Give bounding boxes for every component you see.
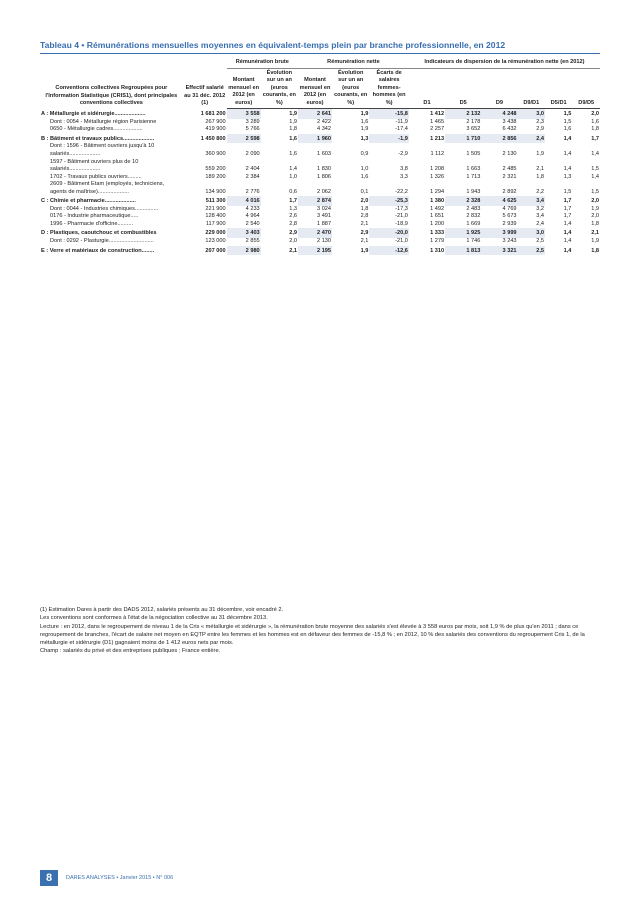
cell: 419 900 [205, 126, 226, 133]
cell: 1,5 [563, 118, 572, 125]
cell: 1 960 [298, 134, 332, 144]
row-label: Dont : 1596 - Bâtiment ouvriers jusqu'à 10 salariés.................... [50, 143, 155, 158]
cell: 4 769 [502, 205, 517, 212]
cell: 1,7 [289, 198, 297, 205]
cell: 0,1 [360, 188, 369, 195]
page-footer [40, 870, 173, 886]
cell: -11,9 [395, 118, 408, 125]
cell: 2,5 [518, 246, 545, 256]
row-label: E : Verre et matériaux de construction........ [41, 247, 155, 254]
cell: 1,4 [563, 238, 572, 245]
cell: 2 062 [317, 188, 332, 195]
cell: 2,8 [360, 213, 369, 220]
cell: 2,6 [289, 213, 297, 220]
cell: 4 016 [227, 196, 261, 206]
cell: 3 558 [227, 109, 261, 119]
cell: 1 465 [430, 118, 445, 125]
table-row [40, 109, 600, 119]
row-label: Dont : 0054 - Métallurgie région Parisienne [50, 118, 157, 125]
cell: 1,8 [536, 173, 544, 180]
cell: 189 200 [205, 173, 226, 180]
cell: 1 333 [430, 230, 445, 237]
cell: 1 710 [445, 134, 481, 144]
cell: -20,0 [369, 228, 409, 238]
row-label: Dont : 0292 - Plasturgie............................. [50, 238, 154, 245]
cell: 2,0 [591, 111, 599, 118]
cell: 1,4 [289, 166, 297, 173]
cell: 1,9 [591, 238, 599, 245]
publication-info: DARES ANALYSES • Janvier 2015 • N° 006 [66, 875, 174, 881]
cell: 4 233 [245, 205, 260, 212]
cell: 1,4 [563, 220, 572, 227]
cell: 2 856 [481, 134, 517, 144]
table-title: Tableau 4 • Rémunérations mensuelles moyennes en équivalent-temps plein par branche professionnelle, en 2012 [40, 40, 600, 54]
cell: 2 832 [466, 213, 481, 220]
header-effectif: Effectif salarié au 31 déc. 2012 (1) [184, 85, 226, 107]
cell: 559 200 [205, 166, 226, 173]
cell: 1,6 [563, 126, 572, 133]
header-evolution-brut: Évolution sur un an (euros courants, en %) [261, 68, 298, 109]
cell: 2,8 [289, 220, 297, 227]
cell: 2 404 [245, 166, 260, 173]
cell: 1 830 [317, 166, 332, 173]
cell: 1,5 [591, 166, 599, 173]
cell: -15,8 [369, 109, 409, 119]
cell: 1 925 [445, 228, 481, 238]
cell: 1,8 [591, 126, 599, 133]
table-row [40, 221, 600, 229]
cell: 2 328 [445, 196, 481, 206]
cell: 1 310 [430, 247, 445, 254]
cell: 1,8 [360, 205, 369, 212]
row-label: Dont : 0044 - Industries chimiques............... [50, 205, 159, 212]
cell: 1,4 [563, 247, 572, 254]
cell: 1 112 [430, 151, 445, 158]
cell: 3 289 [245, 118, 260, 125]
cell: 2,4 [536, 220, 544, 227]
row-label: C : Chimie et pharmacie.................... [41, 198, 136, 205]
cell: 1 681 200 [200, 111, 226, 118]
cell: 2,3 [536, 118, 544, 125]
cell: 1 651 [430, 213, 445, 220]
cell: 1 746 [466, 238, 481, 245]
cell: 2 855 [245, 238, 260, 245]
cell: 1,4 [563, 230, 572, 237]
cell: 3 438 [502, 118, 517, 125]
cell: 1,9 [360, 111, 369, 118]
cell: 1 943 [466, 188, 481, 195]
cell: 0,9 [360, 151, 369, 158]
cell: -2,9 [398, 151, 408, 158]
cell: 2 132 [445, 109, 481, 119]
header-nette: Rémunération nette [298, 58, 409, 68]
footnote: (1) Estimation Dares à partir des DADS 2012, salariés présents au 31 décembre, voir encadré 2. [40, 607, 284, 613]
cell: 2 257 [430, 126, 445, 133]
cell: 1,4 [563, 135, 572, 142]
table-body [40, 109, 600, 255]
footnote: Les conventions sont conformes à l'état de la négociation collective au 31 décembre 2013. [40, 615, 268, 622]
cell: 117 900 [205, 220, 226, 227]
cell: 1,0 [360, 166, 369, 173]
cell: 1,6 [360, 118, 369, 125]
header-brute: Rémunération brute [227, 58, 298, 68]
cell: 1,6 [591, 118, 599, 125]
cell: 3 243 [502, 238, 517, 245]
cell: 1,9 [360, 247, 369, 254]
table-row [40, 213, 600, 221]
cell: 2,0 [591, 213, 599, 220]
row-label: 2609 - Bâtiment Etam (employés, techniciens, agents de maîtrise).................... [50, 181, 165, 195]
row-label: 0650 - Métallurgie cadres................... [50, 126, 143, 133]
cell: 1,4 [563, 166, 572, 173]
cell: -22,2 [395, 188, 408, 195]
cell: 6 432 [502, 126, 517, 133]
table-row [40, 119, 600, 127]
table-row [40, 238, 600, 246]
cell: 1,9 [536, 151, 544, 158]
cell: 2 178 [466, 118, 481, 125]
cell: 1 208 [430, 166, 445, 173]
row-label: D : Plastiques, caoutchouc et combustibles [41, 230, 157, 237]
page-number: 8 [40, 870, 58, 886]
cell: 4 625 [481, 196, 517, 206]
header-montant-net: Montant mensuel en 2012 (en euros) [298, 68, 332, 109]
table-row [40, 143, 600, 158]
row-label: B : Bâtiment et travaux publics.................... [41, 135, 155, 142]
cell: 1,6 [360, 173, 369, 180]
cell: 2 090 [245, 151, 260, 158]
cell: 1 603 [317, 151, 332, 158]
row-label: 1996 - Pharmacie d'officine.......... [50, 220, 134, 227]
salary-table [40, 58, 600, 255]
cell: 2 874 [298, 196, 332, 206]
cell: 1,4 [563, 151, 572, 158]
row-label: 1702 - Travaux publics ouvriers......... [50, 173, 142, 180]
cell: 1,5 [563, 188, 572, 195]
cell: 1,7 [591, 135, 599, 142]
cell: 4 248 [481, 109, 517, 119]
table-row [40, 196, 600, 206]
cell: -1,9 [369, 134, 409, 144]
cell: 2 130 [317, 238, 332, 245]
cell: 1,9 [289, 111, 297, 118]
header-ecarts: Écarts de salaires femmes-hommes (en %) [369, 68, 409, 109]
table-row [40, 181, 600, 196]
cell: 2,1 [360, 220, 369, 227]
cell: 2 483 [466, 205, 481, 212]
cell: 1 326 [430, 173, 445, 180]
cell: 1,7 [563, 198, 572, 205]
cell: 2 641 [298, 109, 332, 119]
cell: 2,1 [360, 238, 369, 245]
header-dispersion: Indicateurs de dispersion de la rémunération nette (en 2012) [409, 58, 600, 68]
table-row [40, 159, 600, 174]
cell: 1,4 [591, 151, 599, 158]
cell: 2 485 [502, 166, 517, 173]
cell: 5 673 [502, 213, 517, 220]
cell: 3 652 [466, 126, 481, 133]
cell: 3,0 [518, 228, 545, 238]
cell: 3 999 [481, 228, 517, 238]
cell: -18,9 [395, 220, 408, 227]
cell: 2,9 [360, 230, 369, 237]
cell: 2,5 [536, 238, 544, 245]
cell: 1 713 [466, 173, 481, 180]
table-row [40, 126, 600, 134]
footnotes [40, 606, 600, 656]
cell: 1 200 [430, 220, 445, 227]
header-montant-brut: Montant mensuel en 2012 (en euros) [227, 68, 261, 109]
cell: 134 900 [205, 188, 226, 195]
cell: 4 342 [317, 126, 332, 133]
header-d5: D5 [445, 68, 481, 109]
cell: 267 900 [205, 118, 226, 125]
cell: 1,9 [289, 118, 297, 125]
cell: 2,4 [518, 134, 545, 144]
table-row [40, 246, 600, 256]
cell: 2,1 [591, 230, 599, 237]
cell: 1 412 [430, 111, 445, 118]
header-conventions: Conventions collectives Regroupées pour l'Information Statistique (CRIS1), dont principales conventions collectives [45, 85, 178, 107]
row-label: 0176 - Industrie pharmaceutique..... [50, 213, 139, 220]
cell: 3 024 [317, 205, 332, 212]
cell: 1 505 [466, 151, 481, 158]
cell: 511 300 [205, 198, 226, 205]
cell: 2 470 [298, 228, 332, 238]
cell: 1 279 [430, 238, 445, 245]
cell: 1,8 [591, 247, 599, 254]
row-label: 1597 - Bâtiment ouvriers plus de 10 salariés.................... [50, 158, 139, 173]
cell: -17,3 [395, 205, 408, 212]
cell: 1 806 [317, 173, 332, 180]
cell: 1,9 [360, 126, 369, 133]
header-d9: D9 [481, 68, 517, 109]
cell: 1 492 [430, 205, 445, 212]
cell: 1,7 [563, 205, 572, 212]
cell: 128 400 [205, 213, 226, 220]
cell: 1 294 [430, 188, 445, 195]
cell: 3,0 [518, 109, 545, 119]
cell: 0,6 [289, 188, 297, 195]
cell: 2 939 [502, 220, 517, 227]
cell: 2 892 [502, 188, 517, 195]
cell: 3,2 [536, 205, 544, 212]
cell: 1 380 [430, 198, 445, 205]
cell: 2 321 [502, 173, 517, 180]
footnote: Lecture : en 2012, dans le regroupement de niveau 1 de la Cris « métallurgie et sidérurgie », la rémunération brute moyenne des salariés s'est élevée à 3 558 euros par mois, soit 1,9 % de plus qu'en 2011 ; dans ce regroupement de branches, l'écart de salaire net moyen en EQTP entre les femmes et les hommes est en défaveur des femmes de -15,8 % ; en 2012, 10 % des salariés des conventions du regroupement Cris 1, de la métallurgie et sidérurgie (D1) gagnaient moins de 1 412 euros nets par mois. [40, 623, 585, 647]
cell: 1 450 800 [200, 135, 226, 142]
cell: 3 403 [227, 228, 261, 238]
cell: 2 422 [317, 118, 332, 125]
cell: 2,1 [536, 166, 544, 173]
footnote: Champ : salariés du privé et des entreprises publiques ; France entière. [40, 648, 221, 655]
cell: 2 540 [245, 220, 260, 227]
row-label: A : Métallurgie et sidérurgie.................... [41, 111, 146, 118]
cell: 3,3 [400, 173, 408, 180]
cell: 1 887 [317, 220, 332, 227]
table-row [40, 174, 600, 182]
cell: 1,6 [289, 135, 297, 142]
cell: 2,0 [591, 198, 599, 205]
cell: 123 000 [205, 238, 226, 245]
table-row [40, 228, 600, 238]
cell: 1,8 [591, 220, 599, 227]
header-d9d1: D9/D1 [518, 68, 545, 109]
cell: 1,6 [289, 151, 297, 158]
cell: 2,9 [289, 230, 297, 237]
table-row [40, 206, 600, 214]
cell: 1 663 [466, 166, 481, 173]
cell: 2 130 [502, 151, 517, 158]
cell: 3,4 [536, 213, 544, 220]
cell: 1,4 [591, 173, 599, 180]
cell: 3,4 [518, 196, 545, 206]
cell: 2 384 [245, 173, 260, 180]
cell: 221 900 [205, 205, 226, 212]
cell: 3 491 [317, 213, 332, 220]
table-row [40, 134, 600, 144]
cell: 360 900 [205, 151, 226, 158]
cell: 2,0 [360, 198, 369, 205]
cell: 1 813 [445, 246, 481, 256]
cell: 1,7 [563, 213, 572, 220]
cell: 1 213 [430, 135, 445, 142]
cell: 1,8 [289, 126, 297, 133]
cell: 2,0 [289, 238, 297, 245]
cell: 2,2 [536, 188, 544, 195]
cell: 2 598 [227, 134, 261, 144]
cell: 3,8 [400, 166, 408, 173]
cell: 2,9 [536, 126, 544, 133]
cell: 1 669 [466, 220, 481, 227]
cell: 1,5 [563, 111, 572, 118]
cell: -25,3 [369, 196, 409, 206]
cell: -17,4 [395, 126, 408, 133]
cell: 2 776 [245, 188, 260, 195]
cell: -21,0 [395, 238, 408, 245]
cell: -12,6 [369, 246, 409, 256]
cell: 2 195 [298, 246, 332, 256]
cell: 1,3 [563, 173, 572, 180]
cell: 1,0 [289, 173, 297, 180]
cell: 1,9 [591, 205, 599, 212]
cell: 2,1 [289, 247, 297, 254]
header-d1: D1 [409, 68, 445, 109]
cell: 1,3 [289, 205, 297, 212]
cell: -21,0 [395, 213, 408, 220]
cell: 1,3 [360, 135, 369, 142]
cell: 5 766 [245, 126, 260, 133]
cell: 207 000 [205, 247, 226, 254]
cell: 4 964 [245, 213, 260, 220]
cell: 3 321 [481, 246, 517, 256]
cell: 229 000 [205, 230, 226, 237]
header-evolution-net: Évolution sur un an (euros courants, en %) [332, 68, 369, 109]
cell: 1,5 [591, 188, 599, 195]
header-d5d1: D5/D1 [545, 68, 572, 109]
header-d9d5: D9/D5 [572, 68, 600, 109]
cell: 2 980 [227, 246, 261, 256]
